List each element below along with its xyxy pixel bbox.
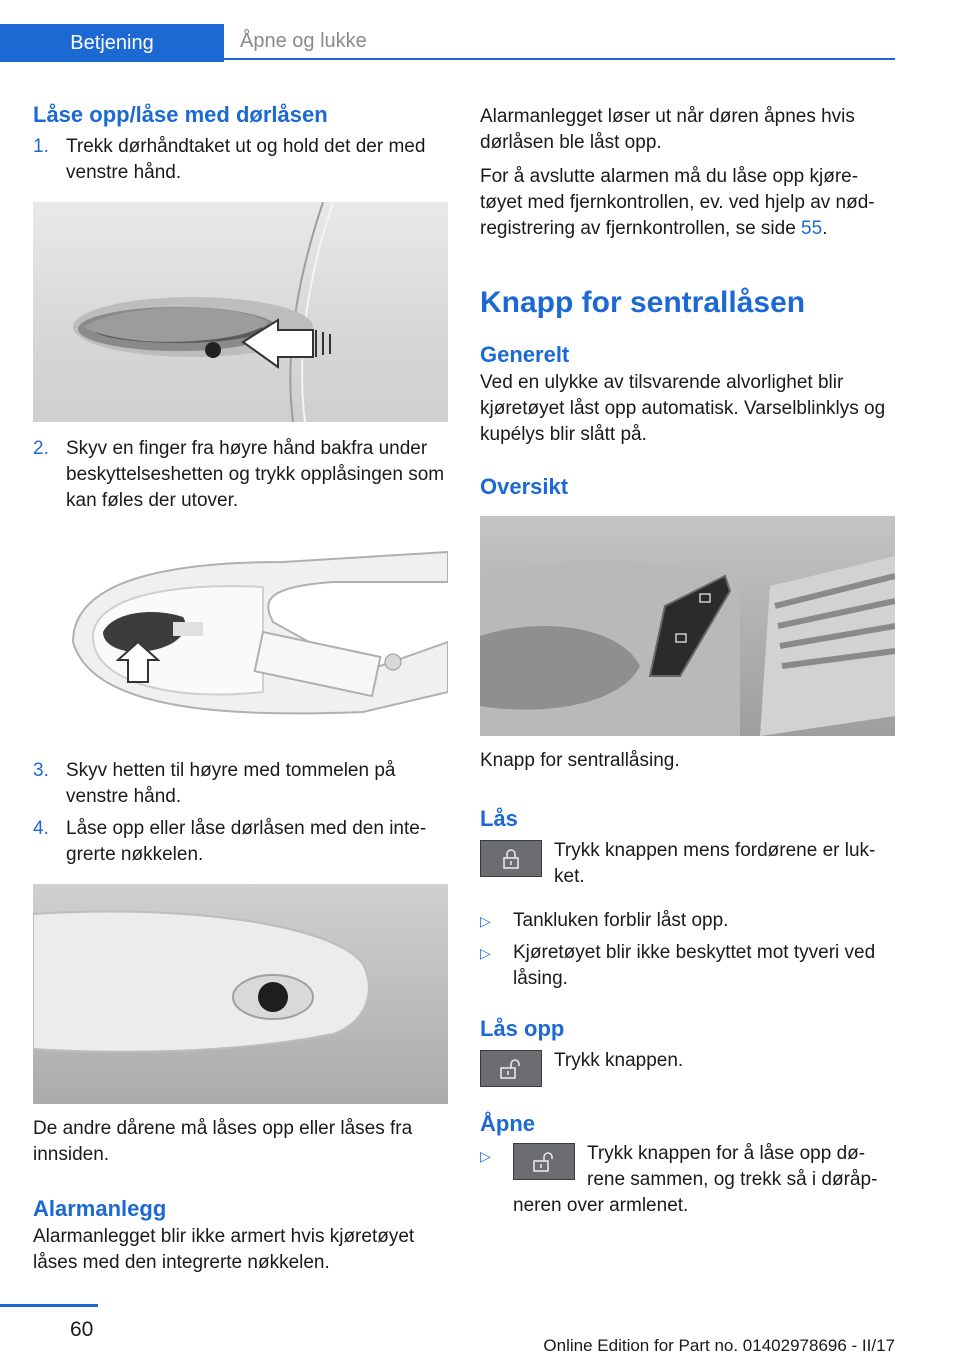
alarm-off-text: [480, 164, 895, 242]
step-text: Trekk dørhåndtaket ut og hold det der med venstre hånd.: [66, 136, 426, 183]
key-lock-illustration: [33, 884, 448, 1104]
laas-bullet-1: [480, 908, 895, 934]
left-column: [33, 100, 448, 1276]
laas-text: Trykk knappen mens fordørene er luk‐ket.: [554, 840, 876, 887]
bullet-text: Kjøretøyet blir ikke beskyttet mot tyveri ved låsing.: [513, 942, 876, 989]
page-link-55[interactable]: 55: [801, 218, 823, 239]
alarm-text: Alarmanlegget blir ikke armert hvis kjøretøyet låses med den integrerte nøkkelen.: [33, 1226, 415, 1273]
laasopp-text: Trykk knappen.: [554, 1050, 684, 1071]
lock-button-image: [480, 840, 542, 877]
step-4: [33, 816, 448, 868]
page-number: 60: [70, 1318, 94, 1341]
bullet-triangle-icon: ▷: [480, 913, 491, 929]
aapne-row: [513, 1143, 895, 1193]
aapne-content: [513, 1143, 895, 1219]
step-number: 3.: [33, 760, 49, 781]
generelt-text: Ved en ulykke av tilsvarende alvorlighet blir kjøretøyet låst opp automatisk. Varselblinklys og kupélys blir slått på.: [480, 372, 886, 445]
cap-photo: [33, 542, 448, 732]
header-tabs: [0, 24, 895, 62]
step-2: [33, 436, 448, 514]
central-lock-photo: [480, 516, 895, 736]
alarm-off-text-end: .: [822, 218, 828, 239]
step-text: Skyv en finger fra høyre hånd bakfra under beskyttelseshetten og trykk opplåsingen som kan føles der utover.: [66, 438, 445, 511]
unlock-icon: [499, 1058, 523, 1080]
heading-alarmanlegg: Alarmanlegg: [33, 1196, 167, 1221]
tab-aapne-og-lukke[interactable]: Åpne og lukke: [224, 24, 895, 60]
open-button-image: [513, 1143, 575, 1180]
alarm-off-text-main: For å avslutte alarmen må du låse opp kjøre‐tøyet med fjernkontrollen, ev. ved hjelp av nød‐registrering av fjernkontrollen, se side: [480, 166, 875, 239]
heading-aapne: Åpne: [480, 1111, 535, 1136]
heading-laase-opp: Låse opp/låse med dørlåsen: [33, 102, 328, 127]
heading-oversikt: Oversikt: [480, 474, 569, 499]
aapne-text: Trykk knappen for å låse opp dø‐rene sammen, og trekk så i døråp‐: [587, 1143, 878, 1190]
tab-betjening[interactable]: Betjening: [0, 24, 224, 62]
bullet-triangle-icon: ▷: [480, 945, 491, 961]
door-handle-photo: [33, 202, 448, 422]
bullet-triangle-icon: ▷: [480, 1148, 491, 1164]
edition-text: Online Edition for Part no. 01402978696 - II/17: [543, 1336, 895, 1355]
step-number: 1.: [33, 136, 49, 157]
bullet-text: Tankluken forblir låst opp.: [513, 910, 729, 931]
alarm-trigger-text: Alarmanlegget løser ut når døren åpnes hvis dørlåsen ble låst opp.: [480, 106, 855, 153]
laasopp-row: [480, 1050, 895, 1087]
unlock-icon: [532, 1151, 556, 1173]
step-1: [33, 134, 448, 186]
central-lock-illustration: [480, 516, 895, 736]
door-handle-illustration: [33, 202, 448, 422]
key-lock-photo: [33, 884, 448, 1104]
heading-laas-opp: Lås opp: [480, 1016, 565, 1041]
step-3: [33, 758, 448, 810]
step-number: 2.: [33, 438, 49, 459]
laas-bullet-2: [480, 940, 895, 992]
right-column: [480, 100, 895, 1219]
section-title-sentrallaasen: Knapp for sentrallåsen: [480, 286, 806, 319]
aapne-text-cont: neren over armlenet.: [513, 1195, 689, 1216]
heading-generelt: Generelt: [480, 342, 570, 367]
step-text: Skyv hetten til høyre med tommelen på venstre hånd.: [66, 760, 396, 807]
unlock-button-image: [480, 1050, 542, 1087]
heading-laas: Lås: [480, 806, 518, 831]
step-text: Låse opp eller låse dørlåsen med den inte‐grerte nøkkelen.: [66, 818, 427, 865]
step-number: 4.: [33, 818, 49, 839]
aapne-bullet: [480, 1143, 895, 1219]
note-other-doors: De andre dårene må låses opp eller låses fra innsiden.: [33, 1118, 413, 1165]
laas-row: [480, 840, 895, 890]
cap-illustration: [33, 542, 448, 732]
footer-rule: [0, 1304, 98, 1307]
photo-caption: Knapp for sentrallåsing.: [480, 750, 680, 771]
lock-icon: [501, 848, 521, 870]
